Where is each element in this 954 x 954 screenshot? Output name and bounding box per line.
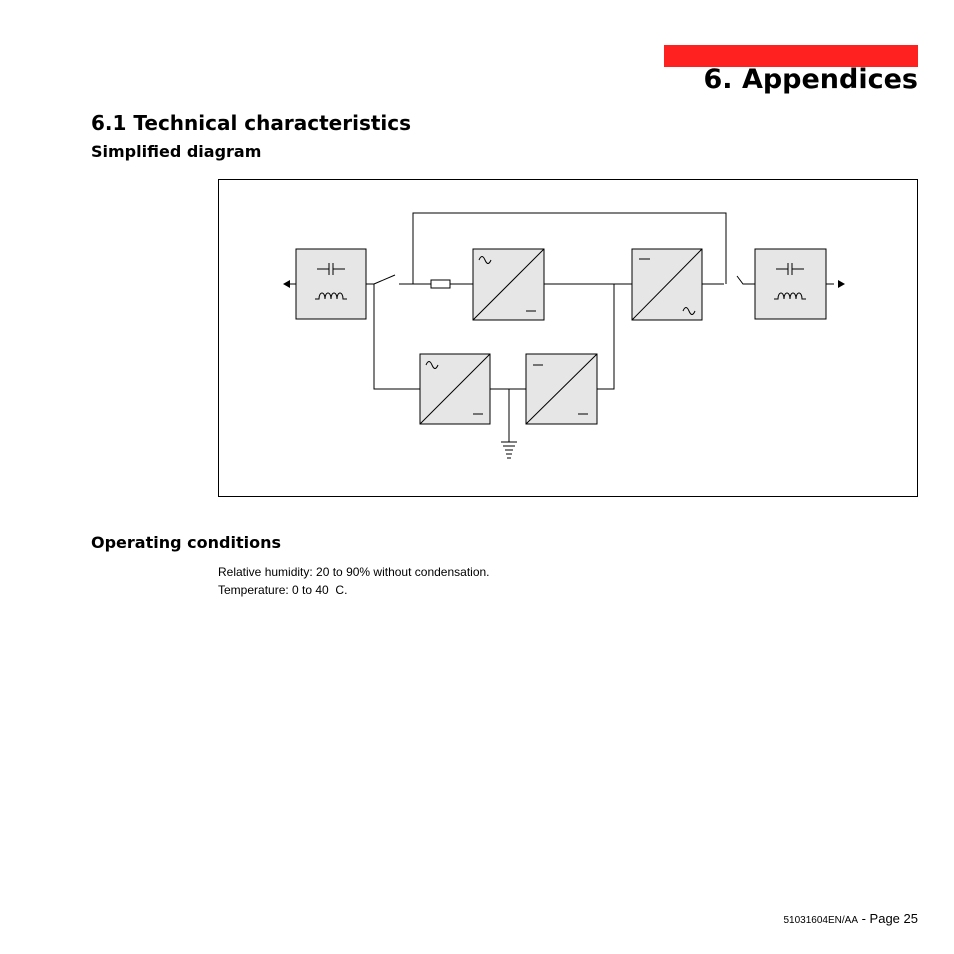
document-code: 51031604EN/AA bbox=[783, 915, 858, 926]
page-footer bbox=[783, 911, 918, 929]
section-title: 6.1 Technical characteristics bbox=[91, 111, 412, 135]
operating-conditions-heading: Operating conditions bbox=[91, 533, 281, 552]
output-arrow-icon bbox=[838, 280, 845, 288]
humidity-spec: Relative humidity: 20 to 90% without condensation. bbox=[218, 565, 490, 579]
output-filter-block bbox=[755, 249, 826, 319]
rectifier-block bbox=[473, 249, 544, 320]
dc-dc-converter-block bbox=[526, 354, 597, 424]
input-arrow-icon bbox=[283, 280, 290, 288]
diagram-heading: Simplified diagram bbox=[91, 142, 262, 161]
page-number: - Page 25 bbox=[858, 911, 918, 926]
temperature-spec: Temperature: 0 to 40 C. bbox=[218, 583, 348, 597]
battery-charger-block bbox=[420, 354, 490, 424]
input-switch bbox=[374, 275, 395, 284]
ground-symbol bbox=[501, 442, 517, 458]
inverter-block bbox=[632, 249, 702, 320]
chapter-title: 6. Appendices bbox=[703, 64, 918, 95]
input-filter-block bbox=[296, 249, 366, 319]
diagram-canvas bbox=[219, 180, 917, 496]
simplified-diagram bbox=[218, 179, 918, 497]
fuse bbox=[431, 280, 450, 288]
